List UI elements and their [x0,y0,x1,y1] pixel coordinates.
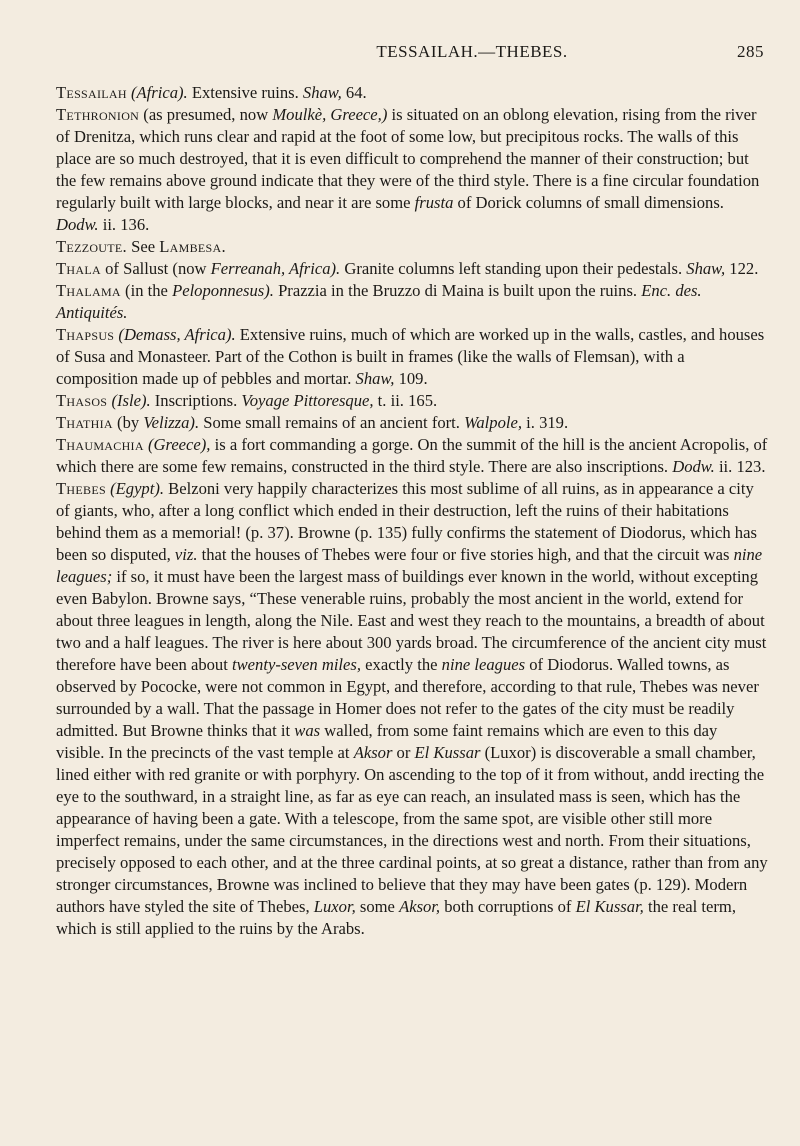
entry-head: Thathia [56,413,113,432]
entry-text: Some small remains of an ancient fort. [199,413,465,432]
entry-text: 109. [394,369,428,388]
entry-text: Belzoni very happily characterizes this most sublime of all ruins, as in appearance a city of giants, who, after a long conflict which ended in their destruction, left the ruins of their habitations behind them as a memorial! (p. 37). Browne (p. 135) fully confirms the statement of Diodorus, which has been so disputed, [56,479,757,564]
entry-italic: Peloponnesus). [172,281,274,300]
entry-thalama [56,280,768,324]
entry-tethronion [56,104,768,236]
entry-text: of Diodorus. Walled towns, as observed by Pococke, were not common in Egypt, and therefore, according to that rule, Thebes was never surrounded by a wall. That the passage in Homer does not refer to the gates of the city must be readily admitted. But Browne thinks that it [56,655,759,740]
entry-text: ii. 136. [98,215,150,234]
entry-text: of Dorick columns of small dimensions. [453,193,724,212]
entry-text: Extensive ruins, much of which are worked up in the walls, castles, and houses of Susa and Monasteer. Part of the Cothon is built in frames (like the walls of Flemsan), with a composition made up of pebbles and mortar. [56,325,765,388]
entry-text: i. 319. [522,413,569,432]
entry-text: is a fort commanding a gorge. On the summit of the hill is the ancient Acropolis, of which there are some few remains, constructed in the third style. There are also inscriptions. [56,435,768,476]
entry-italic: frusta [414,193,454,212]
entry-thasos [56,390,768,412]
gazetteer-text [56,82,768,940]
entry-italic: twenty-seven miles, [232,655,362,674]
entry-text: (Luxor) is discoverable a small chamber, lined either with red granite or with porphyry. On ascending to the top of it from without, andd irecting the eye to the southward, in a straight line, as far as eye can reach, an insulated mass is seen, which has the appearance of having been a gate. With a telescope, from the same spot, are visible other still more imperfect remains, under the same circumstances, in the directions west and north. From their situations, precisely opposed to each other, and at the three cardinal points, at so great a distance, rather than from any stronger circumstances, Browne was inclined to believe that they may have been gates (p. 129). Modern authors have styled the site of Thebes, [56,743,768,916]
entry-text: the real term, which is still applied to the ruins by the Arabs. [56,897,736,938]
entry-italic: Aksor [353,743,393,762]
entry-thapsus [56,324,768,390]
entry-citation: Shaw, [686,259,726,278]
entry-text: (by [112,413,144,432]
entry-citation: Enc. des. Antiquités. [56,281,702,322]
page-header [120,42,764,70]
entry-thala [56,258,768,280]
entry-citation: Shaw, [355,369,395,388]
entry-citation: Walpole, [464,413,523,432]
entry-italic: (Greece), [147,435,211,454]
entry-head: Tessailah [56,83,127,102]
entry-tezzoute [56,236,768,258]
entry-tessailah [56,82,768,104]
entry-italic: Luxor, [313,897,356,916]
entry-text: 122. [725,259,759,278]
entry-italic: El Kussar [414,743,481,762]
entry-head: Thapsus [56,325,115,344]
entry-text: some [355,897,400,916]
running-head: TESSAILAH.—THEBES. [376,42,568,61]
entry-text: See [126,237,160,256]
entry-italic: (Demass, Africa). [118,325,236,344]
cross-reference: Lambesa. [159,237,226,256]
entry-italic: nine leagues; [56,545,763,586]
entry-text: ii. 123. [714,457,766,476]
entry-head: Tethronion [56,105,140,124]
entry-italic: (Egypt). [110,479,165,498]
entry-head: Thasos [56,391,108,410]
entry-head: Tezzoute. [56,237,127,256]
entry-text: (as presumed, now [139,105,273,124]
entry-text: exactly the [361,655,442,674]
entry-italic: Ferreanah, Africa). [210,259,341,278]
entry-text: Inscriptions. [150,391,242,410]
entry-text: both corruptions of [440,897,576,916]
entry-text: Extensive ruins. [187,83,303,102]
entry-head: Thaumachia [56,435,144,454]
entry-thaumachia [56,434,768,478]
entry-text: of Sallust (now [100,259,211,278]
entry-text: Prazzia in the Bruzzo di Maina is built upon the ruins. [273,281,642,300]
entry-citation: Dodw. [672,457,715,476]
entry-citation: Shaw, [302,83,342,102]
entry-italic: was [294,721,321,740]
entry-text: t. ii. 165. [373,391,438,410]
entry-text: that the houses of Thebes were four or five stories high, and that the circuit was [197,545,734,564]
entry-thathia [56,412,768,434]
entry-head: Thalama [56,281,121,300]
entry-thebes [56,478,768,940]
entry-text: 64. [341,83,367,102]
entry-text: (in the [120,281,173,300]
entry-italic: (Africa). [131,83,188,102]
page-number: 285 [737,42,764,61]
entry-italic: Velizza). [143,413,200,432]
entry-italic: nine leagues [441,655,526,674]
entry-text: walled, from some faint remains which are even to this day visible. In the precincts of the vast temple at [56,721,718,762]
entry-citation: Voyage Pittoresque, [241,391,374,410]
entry-head: Thebes [56,479,106,498]
entry-italic: viz. [174,545,198,564]
entry-head: Thala [56,259,101,278]
entry-italic: (Isle). [111,391,151,410]
entry-text: if so, it must have been the largest mass of buildings ever known in the world, without excepting even Babylon. Browne says, “These venerable ruins, probably the most ancient in the world, extend for about three leagues in length, along the Nile. East and west they reach to the mountains, a breadth of about two and a half leagues. The river is here about 300 yards broad. The circumference of the ancient city must therefore have been about [56,567,767,674]
entry-text: Granite columns left standing upon their pedestals. [340,259,687,278]
entry-text: or [392,743,415,762]
entry-text: is situated on an oblong elevation, rising from the river of Drenitza, which runs clear and rapid at the foot of some low, but precipitous rocks. The walls of this place are so much destroyed, that it is even difficult to comprehend the manner of their construction; but the few remains above ground indicate that they were of the third style. There is a fine circular foundation regularly built with large blocks, and near it are some [56,105,760,212]
entry-italic: El Kussar, [575,897,644,916]
entry-citation: Dodw. [56,215,99,234]
entry-italic: Moulkè, Greece,) [272,105,388,124]
entry-italic: Aksor, [399,897,441,916]
